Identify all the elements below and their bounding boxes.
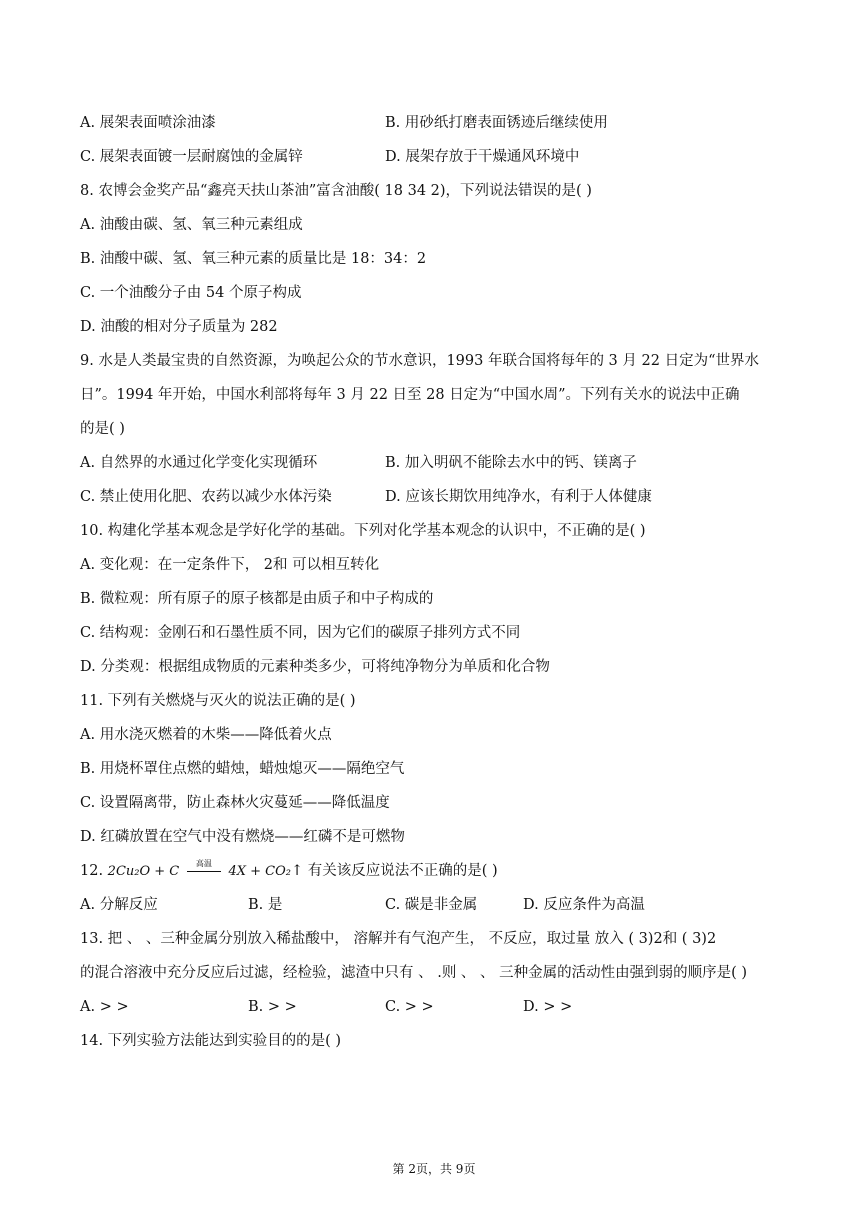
text-line: B. 用烧杯罩住点燃的蜡烛，蜡烛熄灭——隔绝空气 bbox=[80, 761, 405, 777]
text-line: A. > > bbox=[80, 999, 129, 1015]
text-line: A. 变化观：在一定条件下， 2和 可以相互转化 bbox=[80, 557, 380, 573]
text-line: D. 应该长期饮用纯净水，有利于人体健康 bbox=[385, 489, 652, 505]
equation-rhs: 4X + CO₂ bbox=[228, 864, 291, 879]
question-12 bbox=[80, 861, 498, 882]
text-line: 的混合溶液中充分反应后过滤，经检验，滤渣中只有 、 .则 、 、 三种金属的活动性由强到弱的顺序是( ) bbox=[80, 965, 748, 981]
text-line: 8. 农博会金奖产品“鑫亮天扶山茶油”富含油酸( 18 34 2)，下列说法错误的是( ) bbox=[80, 183, 592, 199]
text-line: C. 结构观：金刚石和石墨性质不同，因为它们的碳原子排列方式不同 bbox=[80, 625, 521, 641]
text-line: 13. 把 、 、三种金属分别放入稀盐酸中， 溶解并有气泡产生， 不反应，取过量 放入 ( 3)2和 ( 3)2 bbox=[80, 931, 717, 947]
text-line: 日”。1994 年开始，中国水利部将每年 3 月 22 日至 28 日定为“中国水周”。下列有关水的说法中正确 bbox=[80, 387, 740, 403]
gas-arrow-icon: ↑ bbox=[290, 863, 304, 879]
text-line: D. > > bbox=[523, 999, 573, 1015]
text-line: 9. 水是人类最宝贵的自然资源，为唤起公众的节水意识，1993 年联合国将每年的 3 月 22 日定为“世界水 bbox=[80, 353, 759, 369]
text-line: C. 一个油酸分子由 54 个原子构成 bbox=[80, 285, 302, 301]
text-line: A. 用水浇灭燃着的木柴——降低着火点 bbox=[80, 727, 332, 743]
text-line: D. 展架存放于干燥通风环境中 bbox=[385, 149, 580, 165]
text-line: B. 是 bbox=[248, 897, 283, 913]
text-line: B. 油酸中碳、氢、氧三种元素的质量比是 18：34：2 bbox=[80, 251, 427, 267]
text-line: D. 分类观：根据组成物质的元素种类多少，可将纯净物分为单质和化合物 bbox=[80, 659, 550, 675]
text-line: B. 用砂纸打磨表面锈迹后继续使用 bbox=[385, 115, 608, 131]
text-line: C. 展架表面镀一层耐腐蚀的金属锌 bbox=[80, 149, 303, 165]
text-line: B. > > bbox=[248, 999, 297, 1015]
text-line: C. 禁止使用化肥、农药以减少水体污染 bbox=[80, 489, 332, 505]
text-line: 10. 构建化学基本观念是学好化学的基础。下列对化学基本观念的认识中，不正确的是( ) bbox=[80, 523, 646, 539]
question-12-stem: 有关该反应说法不正确的是( ) bbox=[303, 863, 498, 879]
text-line: C. 设置隔离带，防止森林火灾蔓延——降低温度 bbox=[80, 795, 390, 811]
text-line: A. 分解反应 bbox=[80, 897, 158, 913]
text-line: 11. 下列有关燃烧与灭火的说法正确的是( ) bbox=[80, 693, 356, 709]
text-line: B. 微粒观：所有原子的原子核都是由质子和中子构成的 bbox=[80, 591, 434, 607]
question-12-number: 12. bbox=[80, 863, 108, 879]
reaction-condition: 高温 bbox=[195, 859, 212, 868]
text-line: A. 展架表面喷涂油漆 bbox=[80, 115, 216, 131]
text-line: 的是( ) bbox=[80, 421, 125, 437]
reaction-arrow bbox=[184, 859, 224, 882]
text-line: 14. 下列实验方法能达到实验目的的是( ) bbox=[80, 1033, 342, 1049]
text-line: B. 加入明矾不能除去水中的钙、镁离子 bbox=[385, 455, 637, 471]
text-line: C. 碳是非金属 bbox=[385, 897, 478, 913]
text-line: D. 红磷放置在空气中没有燃烧——红磷不是可燃物 bbox=[80, 829, 405, 845]
text-line: C. > > bbox=[385, 999, 434, 1015]
text-line: D. 油酸的相对分子质量为 282 bbox=[80, 319, 278, 335]
page-footer: 第 2页，共 9页 bbox=[392, 1162, 476, 1176]
text-line: A. 自然界的水通过化学变化实现循环 bbox=[80, 455, 318, 471]
text-line: A. 油酸由碳、氢、氧三种元素组成 bbox=[80, 217, 303, 233]
text-line: D. 反应条件为高温 bbox=[523, 897, 645, 913]
equation-lhs: 2Cu₂O + C bbox=[107, 864, 180, 879]
